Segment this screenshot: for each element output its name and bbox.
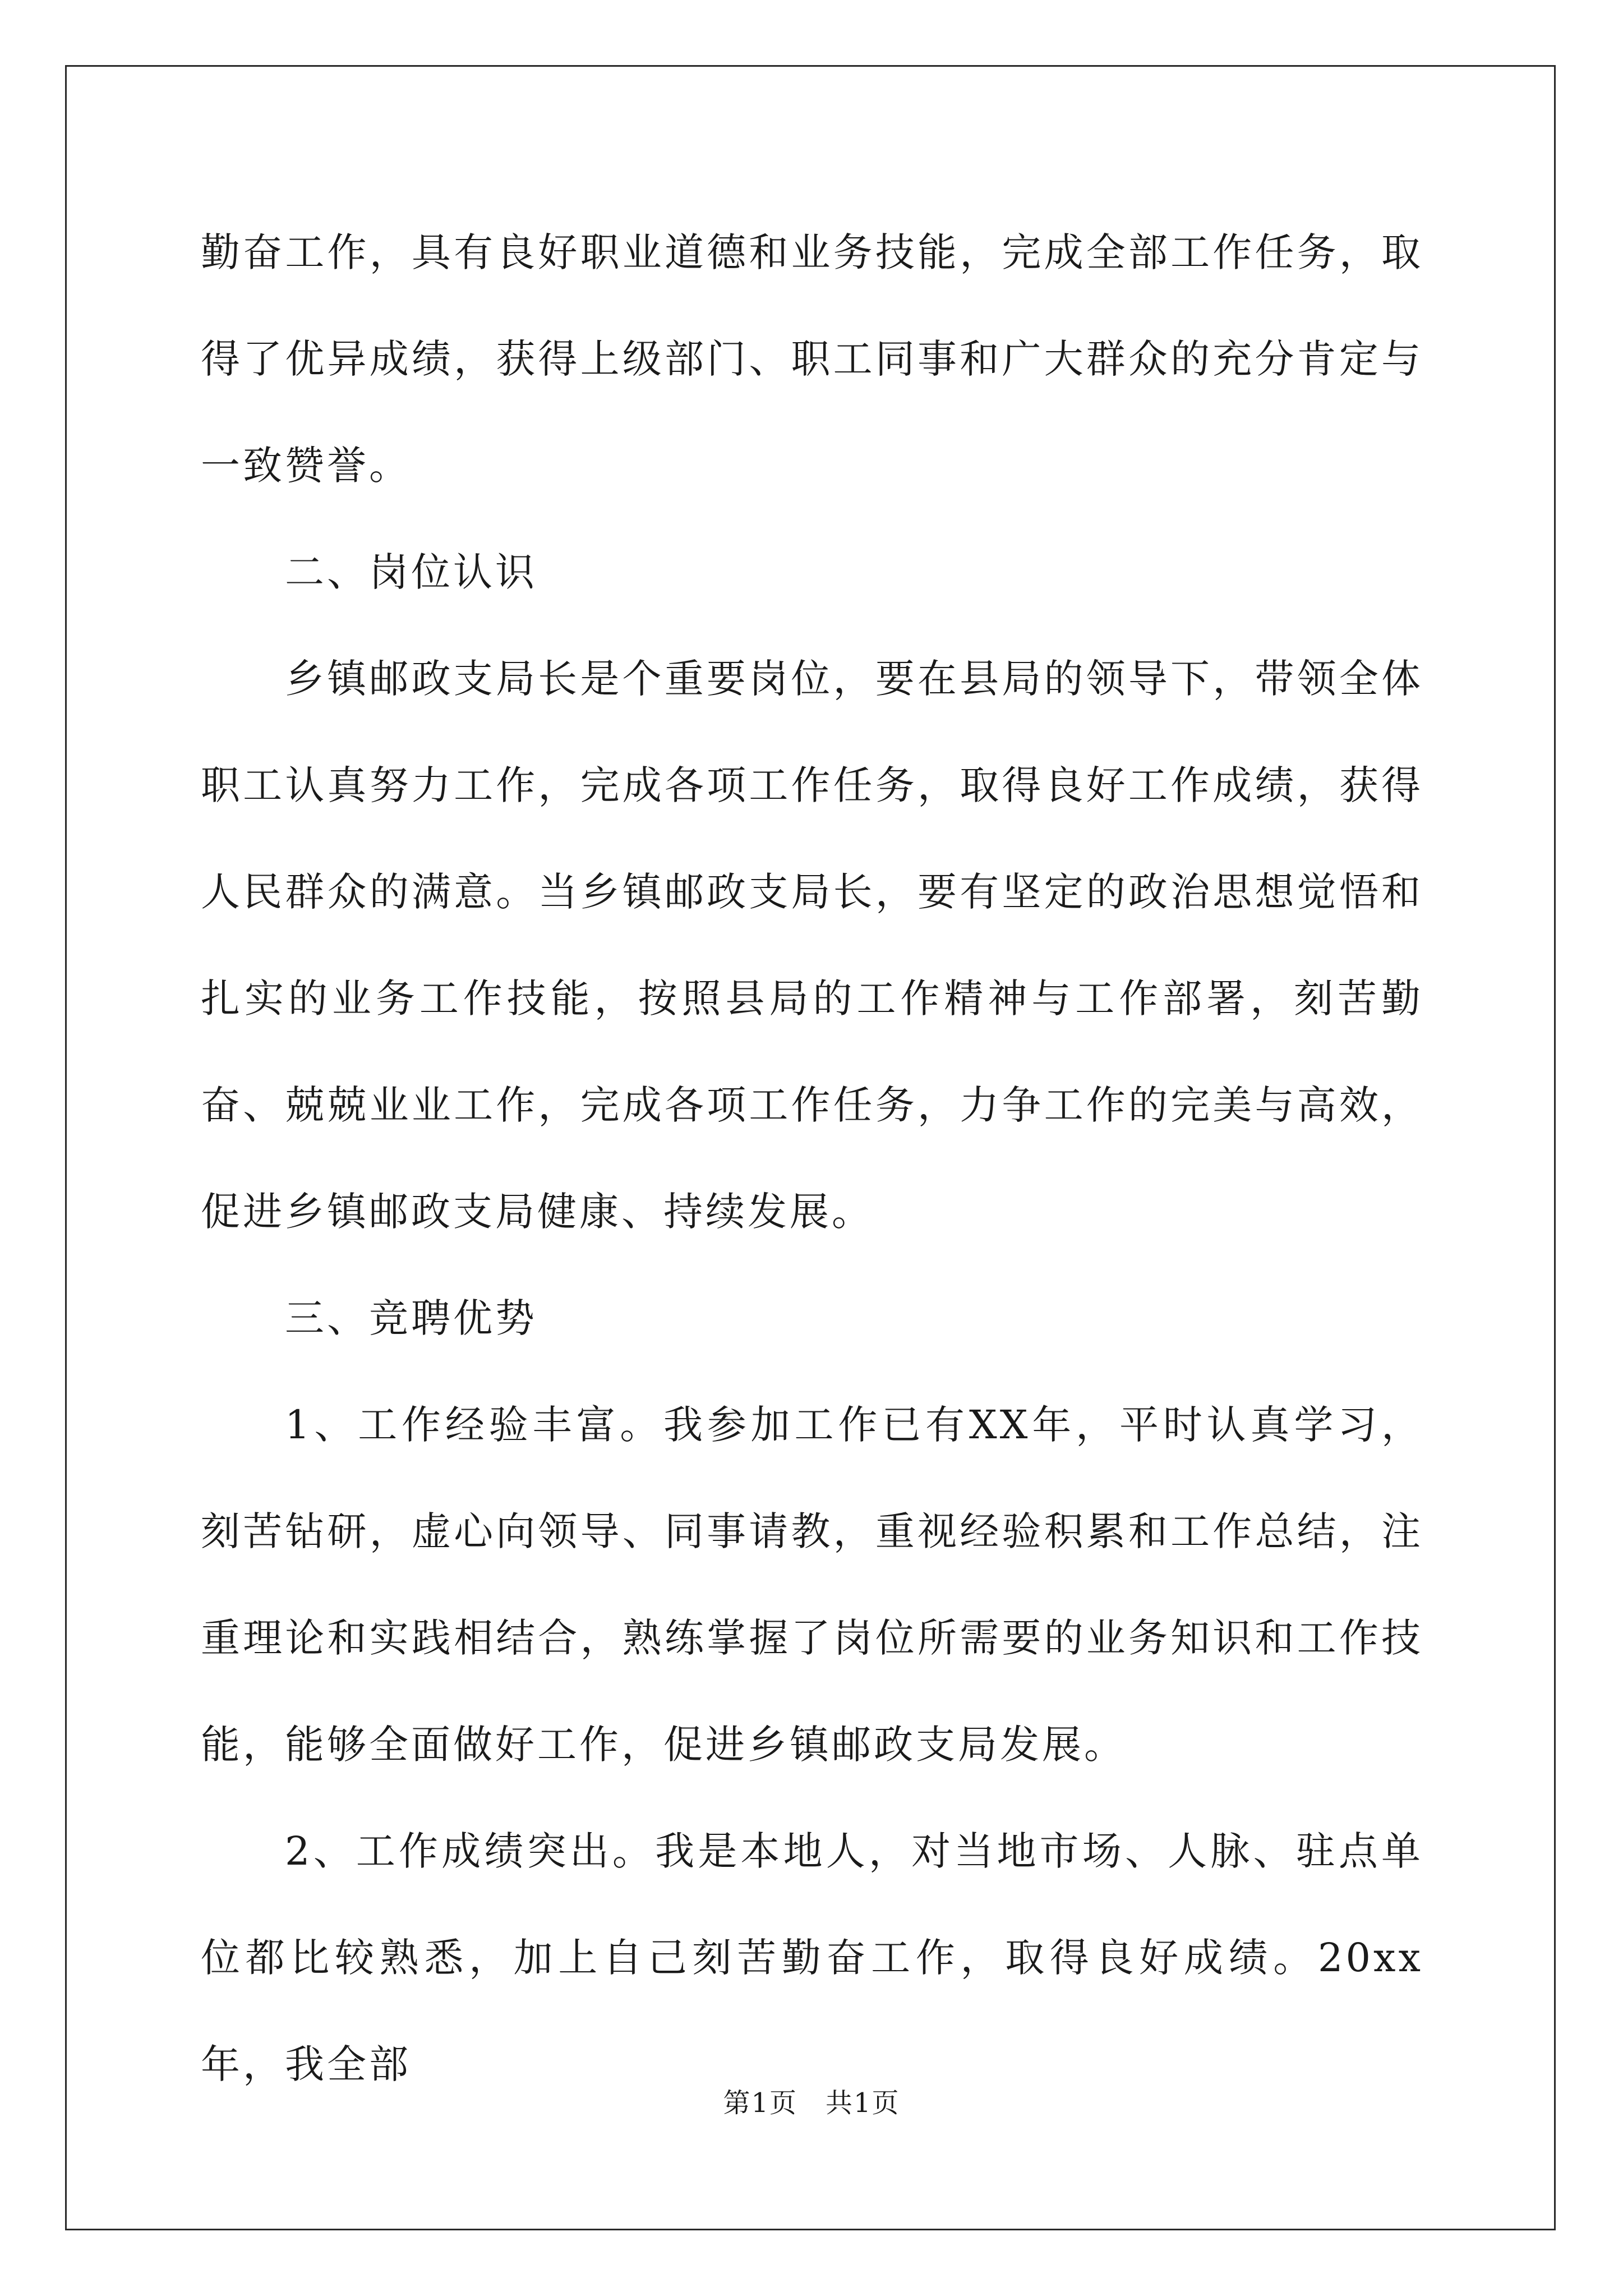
section-heading-advantages: 三、竞聘优势 [285, 1295, 537, 1341]
page-number-current: 第1页 [723, 2087, 797, 2119]
page-number-total: 共1页 [826, 2087, 900, 2119]
document-body [201, 199, 1423, 2118]
paragraph-1: 勤奋工作，具有良好职业道德和业务技能，完成全部工作任务，取得了优异成绩，获得上级部门、职工同事和广大群众的充分肯定与一致赞誉。 [201, 229, 1423, 489]
paragraph-post-understanding: 乡镇邮政支局长是个重要岗位，要在县局的领导下，带领全体职工认真努力工作，完成各项工作任务，取得良好工作成绩，获得人民群众的满意。当乡镇邮政支局长，要有坚定的政治思想觉悟和扎实的业务工作技能，按照县局的工作精神与工作部署，刻苦勤奋、兢兢业业工作，完成各项工作任务，力争工作的完美与高效，促进乡镇邮政支局健康、持续发展。 [201, 656, 1423, 1235]
section-heading-post-understanding: 二、岗位认识 [285, 549, 537, 595]
paragraph-advantage-2: 2、工作成绩突出。我是本地人，对当地市场、人脉、驻点单位都比较熟悉，加上自己刻苦勤奋工作，取得良好成绩。20xx年，我全部 [201, 1828, 1423, 2087]
page-footer [0, 2081, 1623, 2120]
paragraph-advantage-1: 1、工作经验丰富。我参加工作已有XX年，平时认真学习，刻苦钻研，虚心向领导、同事请教，重视经验积累和工作总结，注重理论和实践相结合，熟练掌握了岗位所需要的业务知识和工作技能，能够全面做好工作，促进乡镇邮政支局发展。 [201, 1402, 1423, 1768]
